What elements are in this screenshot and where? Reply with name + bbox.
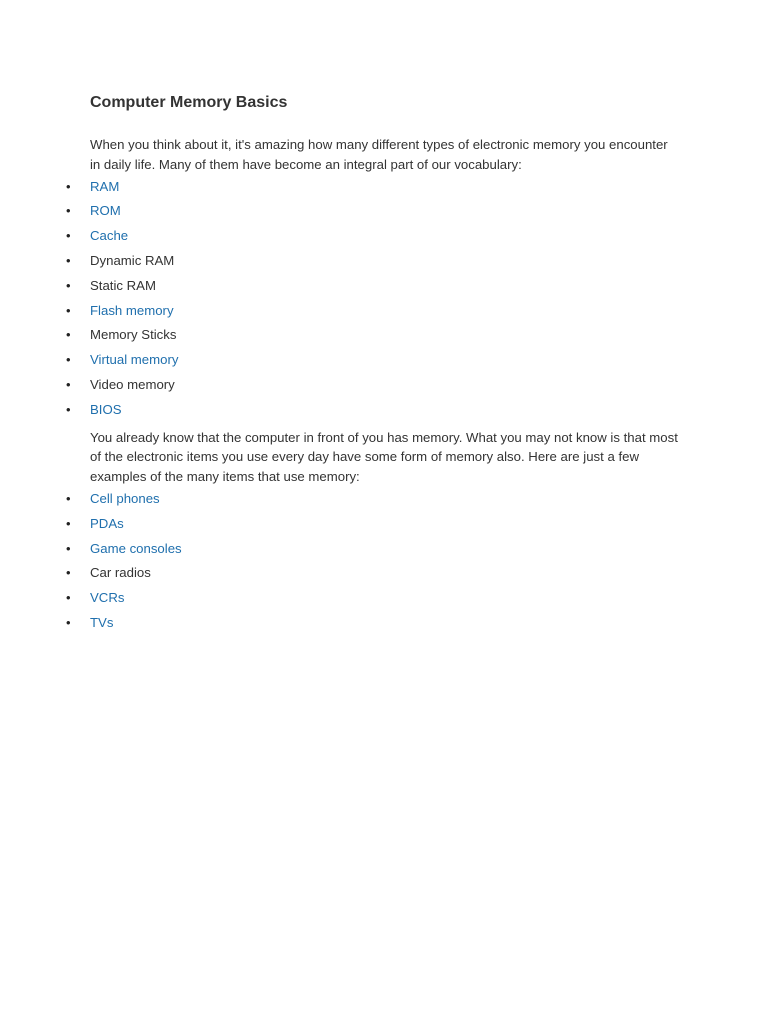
- bullet-icon: •: [66, 178, 71, 194]
- document-page: [66, 92, 680, 636]
- bullet-icon: •: [66, 277, 71, 293]
- link-bios[interactable]: BIOS: [90, 401, 122, 417]
- list-item: [66, 561, 680, 586]
- link-pdas[interactable]: PDAs: [90, 515, 124, 531]
- bullet-icon: •: [66, 228, 71, 244]
- devices-paragraph: You already know that the computer in front of you has memory. What you may not know is that most of the electronic items you use every day have some form of memory also. Here are just a few examples of the many items that use memory:: [90, 429, 678, 485]
- list-item: [66, 611, 680, 636]
- bullet-icon: •: [66, 376, 71, 392]
- list-item: [66, 323, 680, 348]
- item-memory-sticks: Memory Sticks: [90, 327, 177, 343]
- list-item: [66, 274, 680, 299]
- page-title: Computer Memory Basics: [90, 94, 288, 111]
- item-car-radios: Car radios: [90, 565, 151, 581]
- list-item: [66, 249, 680, 274]
- list-item: [66, 373, 680, 398]
- link-cache[interactable]: Cache: [90, 228, 129, 244]
- bullet-icon: •: [66, 590, 71, 606]
- item-static-ram: Static RAM: [90, 277, 156, 293]
- intro-paragraph: When you think about it, it's amazing how many different types of electronic memory you encounter in daily life. Many of them have become an integral part of our vocabulary:: [90, 137, 668, 172]
- bullet-icon: •: [66, 352, 71, 368]
- list-item: [66, 199, 680, 224]
- list-item: [66, 537, 680, 562]
- bullet-icon: •: [66, 252, 71, 268]
- bullet-icon: •: [66, 490, 71, 506]
- link-vcrs[interactable]: VCRs: [90, 590, 125, 606]
- link-virtual-memory[interactable]: Virtual memory: [90, 352, 179, 368]
- item-dynamic-ram: Dynamic RAM: [90, 252, 175, 268]
- list-item: [66, 224, 680, 249]
- link-rom[interactable]: ROM: [90, 203, 121, 219]
- bullet-icon: •: [66, 540, 71, 556]
- devices-list: [66, 487, 680, 636]
- bullet-icon: •: [66, 203, 71, 219]
- list-item: [66, 348, 680, 373]
- memory-types-list: [66, 175, 680, 423]
- bullet-icon: •: [66, 302, 71, 318]
- link-game-consoles[interactable]: Game consoles: [90, 540, 182, 556]
- bullet-icon: •: [66, 327, 71, 343]
- list-item: [66, 487, 680, 512]
- bullet-icon: •: [66, 614, 71, 630]
- item-video-memory: Video memory: [90, 376, 175, 392]
- list-item: [66, 512, 680, 537]
- list-item: [66, 398, 680, 423]
- link-ram[interactable]: RAM: [90, 178, 120, 194]
- bullet-icon: •: [66, 565, 71, 581]
- link-flash-memory[interactable]: Flash memory: [90, 302, 174, 318]
- link-cell-phones[interactable]: Cell phones: [90, 490, 160, 506]
- list-item: [66, 175, 680, 200]
- list-item: [66, 586, 680, 611]
- link-tvs[interactable]: TVs: [90, 614, 114, 630]
- bullet-icon: •: [66, 515, 71, 531]
- bullet-icon: •: [66, 401, 71, 417]
- list-item: [66, 299, 680, 324]
